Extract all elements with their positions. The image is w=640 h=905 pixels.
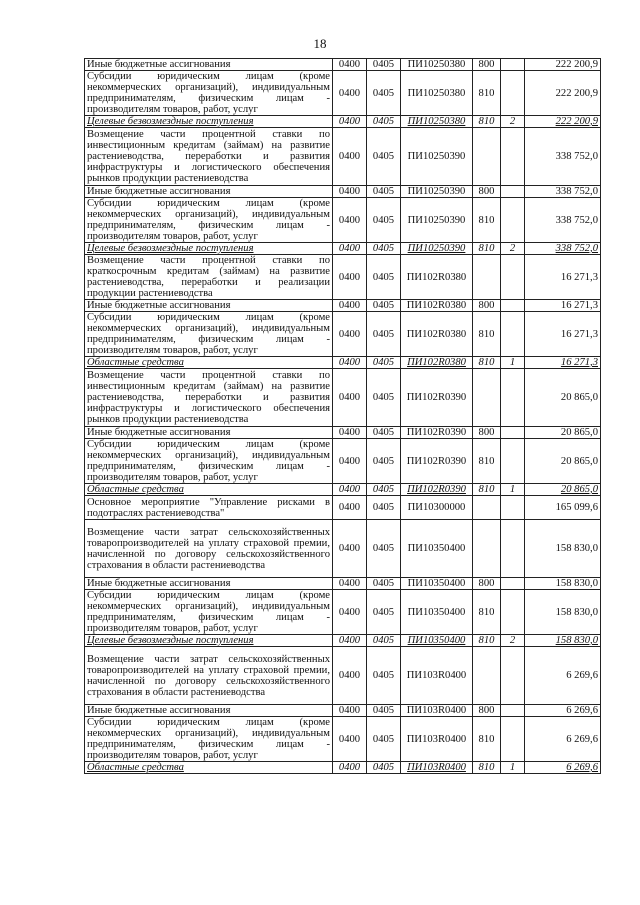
amount-cell: 338 752,0 bbox=[525, 128, 601, 186]
expense-type-code-cell: 800 bbox=[473, 300, 501, 312]
section-code-cell: 0400 bbox=[333, 255, 367, 300]
expense-type-code-cell: 810 bbox=[473, 439, 501, 484]
subsection-code-cell: 0405 bbox=[367, 717, 401, 762]
target-item-code-cell: ПИ10350400 bbox=[401, 520, 473, 578]
section-code-cell: 0400 bbox=[333, 59, 367, 71]
section-code-cell: 0400 bbox=[333, 71, 367, 116]
table-row bbox=[85, 439, 601, 484]
amount-cell: 338 752,0 bbox=[525, 243, 601, 255]
target-item-code-cell: ПИ10300000 bbox=[401, 496, 473, 520]
expense-type-code-cell: 800 bbox=[473, 578, 501, 590]
section-code-cell: 0400 bbox=[333, 484, 367, 496]
section-code-cell: 0400 bbox=[333, 439, 367, 484]
amount-cell: 222 200,9 bbox=[525, 116, 601, 128]
table-row bbox=[85, 71, 601, 116]
amount-cell: 165 099,6 bbox=[525, 496, 601, 520]
expense-type-code-cell: 810 bbox=[473, 312, 501, 357]
target-item-code-cell: ПИ102R0390 bbox=[401, 439, 473, 484]
funding-source-code-cell bbox=[501, 198, 525, 243]
expense-type-code-cell: 810 bbox=[473, 590, 501, 635]
subsection-code-cell: 0405 bbox=[367, 484, 401, 496]
target-item-code-cell: ПИ10350400 bbox=[401, 590, 473, 635]
row-name-cell: Возмещение части процентной ставки по инвестиционным кредитам (займам) на развитие растениеводства, переработки и развития инфраструктуры и логистического обеспечения рынков продукции растениеводства bbox=[85, 369, 333, 427]
row-name-cell: Субсидии юридическим лицам (кроме некоммерческих организаций), индивидуальным предпринимателям, физическим лицам - производителям товаров, работ, услуг bbox=[85, 590, 333, 635]
target-item-code-cell: ПИ10250390 bbox=[401, 243, 473, 255]
subsection-code-cell: 0405 bbox=[367, 186, 401, 198]
funding-source-code-cell bbox=[501, 300, 525, 312]
target-item-code-cell: ПИ10250380 bbox=[401, 71, 473, 116]
funding-source-code-cell bbox=[501, 427, 525, 439]
section-code-cell: 0400 bbox=[333, 198, 367, 243]
table-row bbox=[85, 647, 601, 705]
amount-cell: 16 271,3 bbox=[525, 300, 601, 312]
expense-type-code-cell: 800 bbox=[473, 59, 501, 71]
funding-source-code-cell bbox=[501, 647, 525, 705]
table-row bbox=[85, 590, 601, 635]
subsection-code-cell: 0405 bbox=[367, 647, 401, 705]
amount-cell: 222 200,9 bbox=[525, 59, 601, 71]
section-code-cell: 0400 bbox=[333, 496, 367, 520]
funding-source-code-cell: 1 bbox=[501, 762, 525, 774]
funding-source-code-cell bbox=[501, 71, 525, 116]
table-row bbox=[85, 312, 601, 357]
funding-source-code-cell bbox=[501, 496, 525, 520]
amount-cell: 16 271,3 bbox=[525, 357, 601, 369]
amount-cell: 20 865,0 bbox=[525, 439, 601, 484]
row-name-cell: Иные бюджетные ассигнования bbox=[85, 300, 333, 312]
section-code-cell: 0400 bbox=[333, 312, 367, 357]
subsection-code-cell: 0405 bbox=[367, 496, 401, 520]
target-item-code-cell: ПИ103R0400 bbox=[401, 705, 473, 717]
expense-type-code-cell bbox=[473, 255, 501, 300]
section-code-cell: 0400 bbox=[333, 427, 367, 439]
section-code-cell: 0400 bbox=[333, 647, 367, 705]
target-item-code-cell: ПИ103R0400 bbox=[401, 717, 473, 762]
target-item-code-cell: ПИ103R0400 bbox=[401, 762, 473, 774]
target-item-code-cell: ПИ10250380 bbox=[401, 116, 473, 128]
subsection-code-cell: 0405 bbox=[367, 578, 401, 590]
table-row bbox=[85, 578, 601, 590]
subsection-code-cell: 0405 bbox=[367, 705, 401, 717]
subsection-code-cell: 0405 bbox=[367, 312, 401, 357]
funding-source-code-cell bbox=[501, 128, 525, 186]
row-name-cell: Возмещение части затрат сельскохозяйственных товаропроизводителей на уплату страховой премии, начисленной по договору сельскохозяйственного страхования в области растениеводства bbox=[85, 647, 333, 705]
funding-source-code-cell bbox=[501, 186, 525, 198]
budget-allocation-table bbox=[84, 58, 601, 774]
table-row bbox=[85, 186, 601, 198]
subsection-code-cell: 0405 bbox=[367, 520, 401, 578]
funding-source-code-cell: 1 bbox=[501, 357, 525, 369]
row-name-cell: Областные средства bbox=[85, 357, 333, 369]
funding-source-code-cell: 2 bbox=[501, 243, 525, 255]
row-name-cell: Иные бюджетные ассигнования bbox=[85, 186, 333, 198]
subsection-code-cell: 0405 bbox=[367, 357, 401, 369]
amount-cell: 222 200,9 bbox=[525, 71, 601, 116]
subsection-code-cell: 0405 bbox=[367, 369, 401, 427]
table-row bbox=[85, 198, 601, 243]
table-row bbox=[85, 427, 601, 439]
table-row bbox=[85, 243, 601, 255]
row-name-cell: Субсидии юридическим лицам (кроме некоммерческих организаций), индивидуальным предпринимателям, физическим лицам - производителям товаров, работ, услуг bbox=[85, 71, 333, 116]
table-row bbox=[85, 762, 601, 774]
expense-type-code-cell: 800 bbox=[473, 705, 501, 717]
amount-cell: 16 271,3 bbox=[525, 255, 601, 300]
funding-source-code-cell bbox=[501, 578, 525, 590]
row-name-cell: Целевые безвозмездные поступления bbox=[85, 243, 333, 255]
expense-type-code-cell: 810 bbox=[473, 243, 501, 255]
section-code-cell: 0400 bbox=[333, 116, 367, 128]
row-name-cell: Возмещение части процентной ставки по краткосрочным кредитам (займам) на развитие растениеводства, переработки и реализации продукции растениеводства bbox=[85, 255, 333, 300]
target-item-code-cell: ПИ10250390 bbox=[401, 128, 473, 186]
amount-cell: 158 830,0 bbox=[525, 578, 601, 590]
funding-source-code-cell: 1 bbox=[501, 484, 525, 496]
funding-source-code-cell bbox=[501, 717, 525, 762]
funding-source-code-cell bbox=[501, 59, 525, 71]
amount-cell: 158 830,0 bbox=[525, 590, 601, 635]
amount-cell: 338 752,0 bbox=[525, 198, 601, 243]
subsection-code-cell: 0405 bbox=[367, 198, 401, 243]
expense-type-code-cell: 810 bbox=[473, 71, 501, 116]
row-name-cell: Иные бюджетные ассигнования bbox=[85, 705, 333, 717]
expense-type-code-cell: 810 bbox=[473, 198, 501, 243]
subsection-code-cell: 0405 bbox=[367, 590, 401, 635]
table-row bbox=[85, 369, 601, 427]
target-item-code-cell: ПИ10250390 bbox=[401, 186, 473, 198]
amount-cell: 20 865,0 bbox=[525, 369, 601, 427]
row-name-cell: Иные бюджетные ассигнования bbox=[85, 578, 333, 590]
row-name-cell: Субсидии юридическим лицам (кроме некоммерческих организаций), индивидуальным предпринимателям, физическим лицам - производителям товаров, работ, услуг bbox=[85, 312, 333, 357]
row-name-cell: Целевые безвозмездные поступления bbox=[85, 635, 333, 647]
target-item-code-cell: ПИ10250380 bbox=[401, 59, 473, 71]
section-code-cell: 0400 bbox=[333, 578, 367, 590]
funding-source-code-cell bbox=[501, 520, 525, 578]
row-name-cell: Иные бюджетные ассигнования bbox=[85, 427, 333, 439]
target-item-code-cell: ПИ102R0380 bbox=[401, 357, 473, 369]
amount-cell: 20 865,0 bbox=[525, 427, 601, 439]
amount-cell: 6 269,6 bbox=[525, 762, 601, 774]
funding-source-code-cell bbox=[501, 255, 525, 300]
row-name-cell: Субсидии юридическим лицам (кроме некоммерческих организаций), индивидуальным предпринимателям, физическим лицам - производителям товаров, работ, услуг bbox=[85, 439, 333, 484]
row-name-cell: Основное мероприятие "Управление рисками в подотраслях растениеводства" bbox=[85, 496, 333, 520]
funding-source-code-cell bbox=[501, 705, 525, 717]
expense-type-code-cell: 810 bbox=[473, 762, 501, 774]
target-item-code-cell: ПИ103R0400 bbox=[401, 647, 473, 705]
target-item-code-cell: ПИ10350400 bbox=[401, 635, 473, 647]
table-row bbox=[85, 484, 601, 496]
expense-type-code-cell: 810 bbox=[473, 357, 501, 369]
row-name-cell: Областные средства bbox=[85, 484, 333, 496]
table-row bbox=[85, 705, 601, 717]
subsection-code-cell: 0405 bbox=[367, 243, 401, 255]
amount-cell: 6 269,6 bbox=[525, 705, 601, 717]
expense-type-code-cell bbox=[473, 520, 501, 578]
target-item-code-cell: ПИ102R0380 bbox=[401, 312, 473, 357]
amount-cell: 158 830,0 bbox=[525, 635, 601, 647]
section-code-cell: 0400 bbox=[333, 762, 367, 774]
subsection-code-cell: 0405 bbox=[367, 255, 401, 300]
funding-source-code-cell: 2 bbox=[501, 635, 525, 647]
expense-type-code-cell bbox=[473, 647, 501, 705]
table-row bbox=[85, 520, 601, 578]
table-row bbox=[85, 717, 601, 762]
expense-type-code-cell: 810 bbox=[473, 484, 501, 496]
subsection-code-cell: 0405 bbox=[367, 300, 401, 312]
expense-type-code-cell: 810 bbox=[473, 116, 501, 128]
funding-source-code-cell bbox=[501, 312, 525, 357]
funding-source-code-cell bbox=[501, 369, 525, 427]
target-item-code-cell: ПИ10250390 bbox=[401, 198, 473, 243]
funding-source-code-cell: 2 bbox=[501, 116, 525, 128]
expense-type-code-cell: 800 bbox=[473, 186, 501, 198]
table-row bbox=[85, 300, 601, 312]
table-row bbox=[85, 255, 601, 300]
section-code-cell: 0400 bbox=[333, 128, 367, 186]
section-code-cell: 0400 bbox=[333, 635, 367, 647]
table-row bbox=[85, 59, 601, 71]
section-code-cell: 0400 bbox=[333, 357, 367, 369]
section-code-cell: 0400 bbox=[333, 243, 367, 255]
funding-source-code-cell bbox=[501, 590, 525, 635]
amount-cell: 158 830,0 bbox=[525, 520, 601, 578]
expense-type-code-cell bbox=[473, 369, 501, 427]
target-item-code-cell: ПИ102R0390 bbox=[401, 484, 473, 496]
target-item-code-cell: ПИ102R0390 bbox=[401, 369, 473, 427]
target-item-code-cell: ПИ102R0380 bbox=[401, 300, 473, 312]
target-item-code-cell: ПИ10350400 bbox=[401, 578, 473, 590]
section-code-cell: 0400 bbox=[333, 590, 367, 635]
subsection-code-cell: 0405 bbox=[367, 71, 401, 116]
row-name-cell: Областные средства bbox=[85, 762, 333, 774]
row-name-cell: Иные бюджетные ассигнования bbox=[85, 59, 333, 71]
section-code-cell: 0400 bbox=[333, 520, 367, 578]
expense-type-code-cell: 810 bbox=[473, 717, 501, 762]
funding-source-code-cell bbox=[501, 439, 525, 484]
section-code-cell: 0400 bbox=[333, 369, 367, 427]
table-row bbox=[85, 357, 601, 369]
amount-cell: 338 752,0 bbox=[525, 186, 601, 198]
subsection-code-cell: 0405 bbox=[367, 128, 401, 186]
expense-type-code-cell bbox=[473, 496, 501, 520]
subsection-code-cell: 0405 bbox=[367, 427, 401, 439]
table-row bbox=[85, 128, 601, 186]
row-name-cell: Возмещение части затрат сельскохозяйственных товаропроизводителей на уплату страховой премии, начисленной по договору сельскохозяйственного страхования в области растениеводства bbox=[85, 520, 333, 578]
expense-type-code-cell: 800 bbox=[473, 427, 501, 439]
subsection-code-cell: 0405 bbox=[367, 635, 401, 647]
subsection-code-cell: 0405 bbox=[367, 439, 401, 484]
subsection-code-cell: 0405 bbox=[367, 59, 401, 71]
subsection-code-cell: 0405 bbox=[367, 116, 401, 128]
table-row bbox=[85, 635, 601, 647]
table-row bbox=[85, 496, 601, 520]
expense-type-code-cell: 810 bbox=[473, 635, 501, 647]
target-item-code-cell: ПИ102R0380 bbox=[401, 255, 473, 300]
table-row bbox=[85, 116, 601, 128]
row-name-cell: Целевые безвозмездные поступления bbox=[85, 116, 333, 128]
target-item-code-cell: ПИ102R0390 bbox=[401, 427, 473, 439]
expense-type-code-cell bbox=[473, 128, 501, 186]
section-code-cell: 0400 bbox=[333, 717, 367, 762]
subsection-code-cell: 0405 bbox=[367, 762, 401, 774]
page-number: 18 bbox=[313, 36, 327, 51]
section-code-cell: 0400 bbox=[333, 705, 367, 717]
amount-cell: 20 865,0 bbox=[525, 484, 601, 496]
row-name-cell: Субсидии юридическим лицам (кроме некоммерческих организаций), индивидуальным предпринимателям, физическим лицам - производителям товаров, работ, услуг bbox=[85, 717, 333, 762]
amount-cell: 6 269,6 bbox=[525, 647, 601, 705]
amount-cell: 6 269,6 bbox=[525, 717, 601, 762]
section-code-cell: 0400 bbox=[333, 186, 367, 198]
section-code-cell: 0400 bbox=[333, 300, 367, 312]
row-name-cell: Возмещение части процентной ставки по инвестиционным кредитам (займам) на развитие растениеводства, переработки и развития инфраструктуры и логистического обеспечения рынков продукции растениеводства bbox=[85, 128, 333, 186]
amount-cell: 16 271,3 bbox=[525, 312, 601, 357]
row-name-cell: Субсидии юридическим лицам (кроме некоммерческих организаций), индивидуальным предпринимателям, физическим лицам - производителям товаров, работ, услуг bbox=[85, 198, 333, 243]
